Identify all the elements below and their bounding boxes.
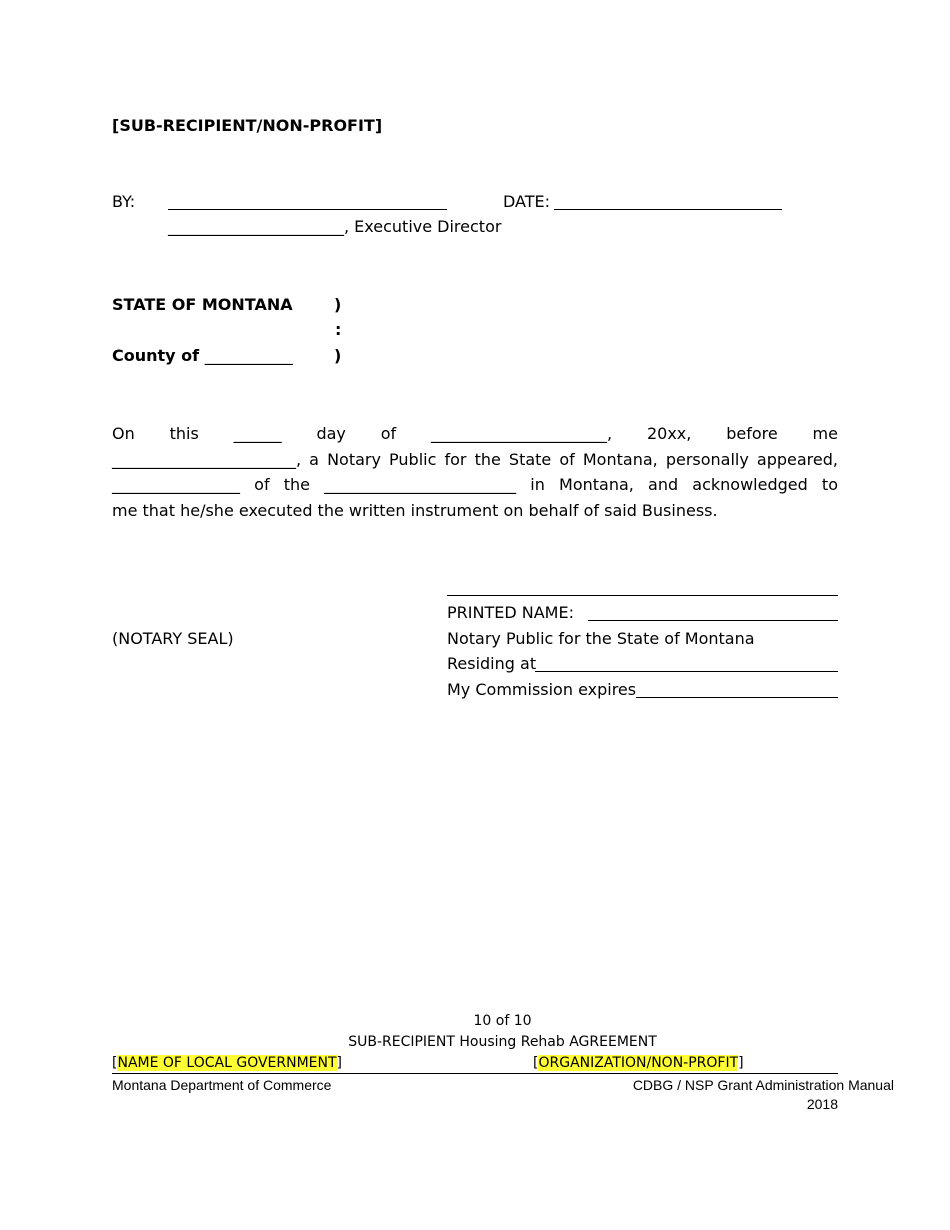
executive-director-blank[interactable]: ______________________ xyxy=(168,217,344,236)
acknowledgment-line-4: me that he/she executed the written instrument on behalf of said Business. xyxy=(112,500,718,520)
date-label: DATE: xyxy=(503,192,551,211)
executive-director-line xyxy=(168,217,501,237)
county-label: County of xyxy=(112,346,200,365)
organization-placeholder xyxy=(533,1054,744,1072)
acknowledgment-paragraph xyxy=(112,421,838,523)
footer-manual: CDBG / NSP Grant Administration Manual xyxy=(632,1077,894,1093)
page-number: 10 of 10 xyxy=(473,1013,532,1029)
printed-name-line[interactable] xyxy=(588,620,838,621)
acknowledgment-word: day xyxy=(316,424,346,443)
by-label: BY: xyxy=(112,192,136,211)
notary-signature-line[interactable] xyxy=(447,595,838,596)
acknowledgment-word: On xyxy=(112,424,135,443)
acknowledgment-word: of xyxy=(380,424,397,443)
commission-line[interactable] xyxy=(636,697,838,698)
colon-separator: : xyxy=(335,320,342,339)
executive-director-label: , Executive Director xyxy=(344,217,502,236)
paren-bottom: ) xyxy=(334,346,342,365)
date-signature-line[interactable] xyxy=(554,209,782,210)
document-heading: [SUB-RECIPIENT/NON-PROFIT] xyxy=(112,116,383,135)
residing-line[interactable] xyxy=(535,671,838,672)
paren-top: ) xyxy=(334,295,342,314)
footer-year: 2018 xyxy=(806,1096,838,1112)
acknowledgment-word: before xyxy=(726,424,778,443)
county-line xyxy=(112,346,293,366)
acknowledgment-word: 20xx, xyxy=(646,424,692,443)
organization-highlight: ORGANIZATION/NON-PROFIT xyxy=(538,1055,739,1071)
commission-label: My Commission expires xyxy=(447,680,637,699)
printed-name-label: PRINTED NAME: xyxy=(447,603,574,622)
acknowledgment-line-3: ________________ of the ________________________ in Montana, and acknowledged to xyxy=(112,475,838,494)
bracket-open: [ xyxy=(112,1055,118,1071)
residing-label: Residing at xyxy=(447,654,537,673)
acknowledgment-word: me xyxy=(812,424,838,443)
bracket-close: ] xyxy=(738,1055,744,1071)
footer-doc-title: SUB-RECIPIENT Housing Rehab AGREEMENT xyxy=(348,1034,657,1050)
acknowledgment-line-2: _______________________, a Notary Public for the State of Montana, personally appeared, xyxy=(112,449,838,469)
footer-rule xyxy=(112,1073,838,1074)
footer-department: Montana Department of Commerce xyxy=(112,1077,332,1093)
acknowledgment-word[interactable]: ______ xyxy=(233,424,282,443)
local-government-placeholder xyxy=(112,1054,342,1072)
county-blank[interactable]: ___________ xyxy=(204,346,293,365)
bracket-open: [ xyxy=(533,1055,539,1071)
notary-seal-label: (NOTARY SEAL) xyxy=(112,629,234,648)
acknowledgment-word[interactable]: ______________________, xyxy=(431,424,613,443)
bracket-close: ] xyxy=(336,1055,343,1071)
local-government-highlight: NAME OF LOCAL GOVERNMENT xyxy=(117,1055,337,1071)
acknowledgment-line-1 xyxy=(112,421,838,447)
notary-public-label: Notary Public for the State of Montana xyxy=(447,629,755,648)
by-signature-line[interactable] xyxy=(168,209,447,210)
acknowledgment-word: this xyxy=(169,424,199,443)
state-label: STATE OF MONTANA xyxy=(112,295,293,314)
